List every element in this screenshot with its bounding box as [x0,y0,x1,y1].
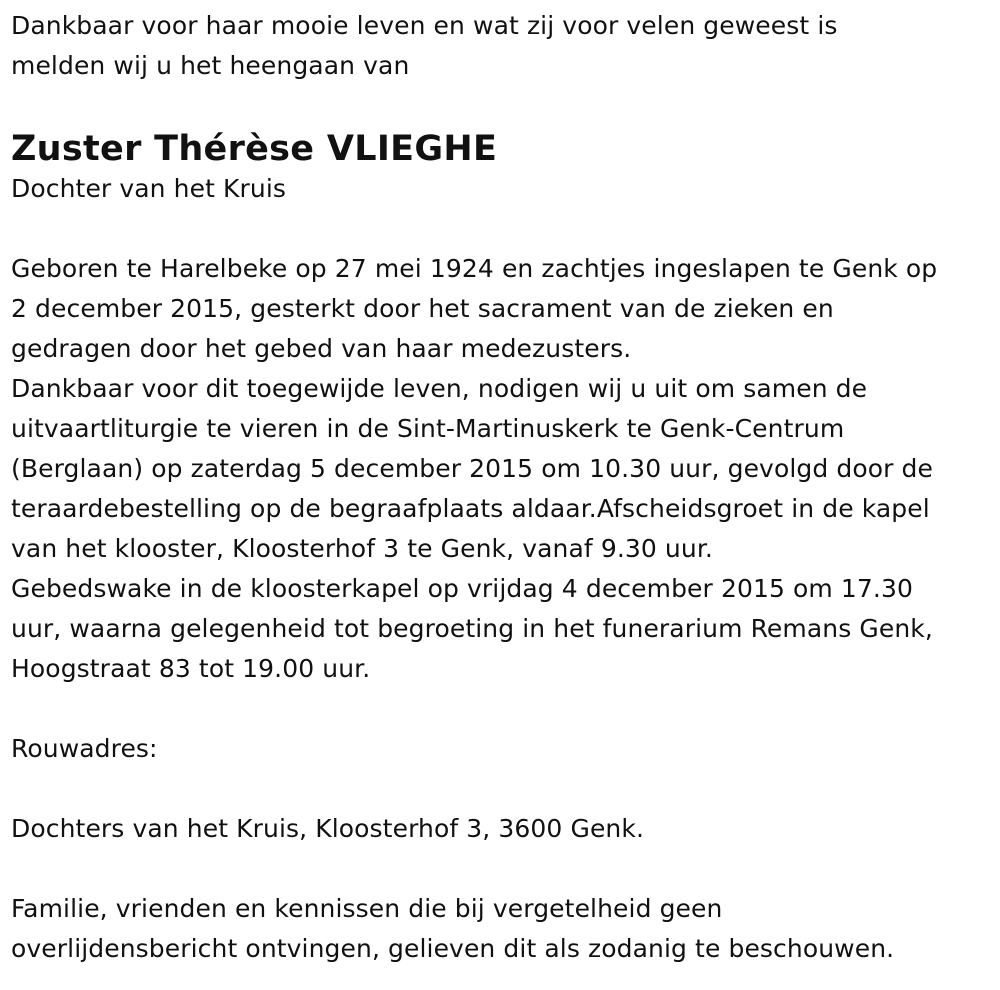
intro-line-1: Dankbaar voor haar mooie leven en wat zij voor velen geweest is [11,11,838,40]
notice-body [11,249,990,689]
deceased-name: Zuster Thérèse VLIEGHE [11,129,498,169]
spacer [11,209,990,249]
body-line: Hoogstraat 83 tot 19.00 uur. [11,654,371,683]
body-line: 2 december 2015, gesterkt door het sacrament van de zieken en [11,294,834,323]
body-line: Dankbaar voor dit toegewijde leven, nodigen wij u uit om samen de [11,374,868,403]
body-line: Geboren te Harelbeke op 27 mei 1924 en zachtjes ingeslapen te Genk op [11,254,938,283]
closing-line-1: Familie, vrienden en kennissen die bij vergetelheid geen [11,894,723,923]
address-value: Dochters van het Kruis, Kloosterhof 3, 3600 Genk. [11,814,644,843]
spacer [11,689,990,729]
body-line: Gebedswake in de kloosterkapel op vrijdag 4 december 2015 om 17.30 [11,574,913,603]
intro-line-2: melden wij u het heengaan van [11,51,410,80]
body-line: uitvaartliturgie te vieren in de Sint-Martinuskerk te Genk-Centrum [11,414,845,443]
body-line: van het klooster, Kloosterhof 3 te Genk, vanaf 9.30 uur. [11,534,713,563]
address-label: Rouwadres: [11,734,158,763]
body-line: teraardebestelling op de begraafplaats aldaar.Afscheidsgroet in de kapel [11,494,930,523]
body-line: (Berglaan) op zaterdag 5 december 2015 om 10.30 uur, gevolgd door de [11,454,934,483]
spacer [11,769,990,809]
body-line: gedragen door het gebed van haar medezusters. [11,334,632,363]
closing-line-2: overlijdensbericht ontvingen, gelieven dit als zodanig te beschouwen. [11,934,895,963]
deceased-order: Dochter van het Kruis [11,174,287,203]
spacer [11,849,990,889]
body-line: uur, waarna gelegenheid tot begroeting in het funerarium Remans Genk, [11,614,933,643]
